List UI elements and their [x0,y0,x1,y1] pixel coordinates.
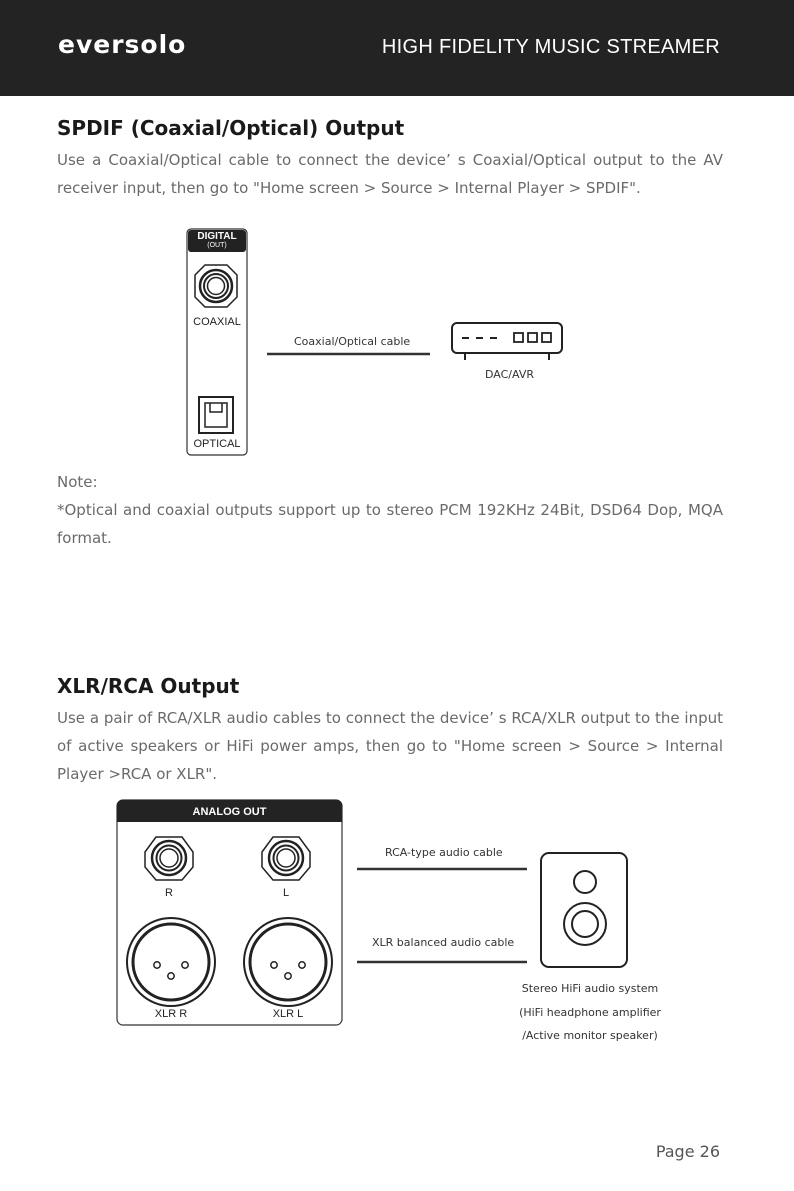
optical-label: OPTICAL [193,438,241,450]
xlr-l-label: XLR L [272,1008,304,1020]
page-number: Page 26 [655,1142,720,1161]
analog-panel-title: ANALOG OUT [192,806,267,818]
header-title: HIGH FIDELITY MUSIC STREAMER [381,36,720,58]
optical-jack-icon [199,397,233,433]
xlr-l-jack-icon [244,918,332,1006]
coaxial-jack-icon [195,265,237,307]
dac-avr-icon [452,323,562,360]
digital-panel-subtitle: (OUT) [207,242,227,249]
speaker-icon [541,853,627,967]
brand-logo: eversolo [58,30,187,59]
dac-avr-label: DAC/AVR [485,368,534,381]
spdif-heading: SPDIF (Coaxial/Optical) Output [57,116,405,140]
rca-cable-label: RCA-type audio cable [385,846,503,859]
note-text: *Optical and coaxial outputs support up to stereo PCM 192KHz 24Bit, DSD64 Dop, MQA format. [57,501,723,547]
rca-r-label: R [165,887,173,899]
xlr-rca-paragraph: Use a pair of RCA/XLR audio cables to connect the device’ s RCA/XLR output to the input of active speakers or HiFi power amps, then go to "Home screen > Source > Internal Player >RCA or XLR". [57,709,723,783]
note-title: Note: [57,473,98,491]
xlr-r-label: XLR R [154,1008,188,1020]
xlr-cable-label: XLR balanced audio cable [372,936,515,949]
rca-l-jack-icon [262,837,310,880]
coaxial-label: COAXIAL [193,316,241,328]
speaker-caption-line-1: Stereo HiFi audio system [521,982,659,995]
rca-l-label: L [282,887,290,899]
coaxial-optical-cable-label: Coaxial/Optical cable [294,335,411,348]
xlr-r-jack-icon [127,918,215,1006]
rca-r-jack-icon [145,837,193,880]
speaker-caption-line-2: (HiFi headphone amplifier [519,1006,661,1019]
xlr-rca-heading: XLR/RCA Output [57,674,240,698]
digital-out-panel [187,229,247,455]
digital-panel-title: DIGITAL [197,231,237,242]
spdif-paragraph: Use a Coaxial/Optical cable to connect the device’ s Coaxial/Optical output to the AV receiver input, then go to "Home screen > Source > Internal Player > SPDIF". [57,151,723,197]
analog-out-panel [117,800,342,1025]
speaker-caption-line-3: /Active monitor speaker) [522,1029,658,1042]
